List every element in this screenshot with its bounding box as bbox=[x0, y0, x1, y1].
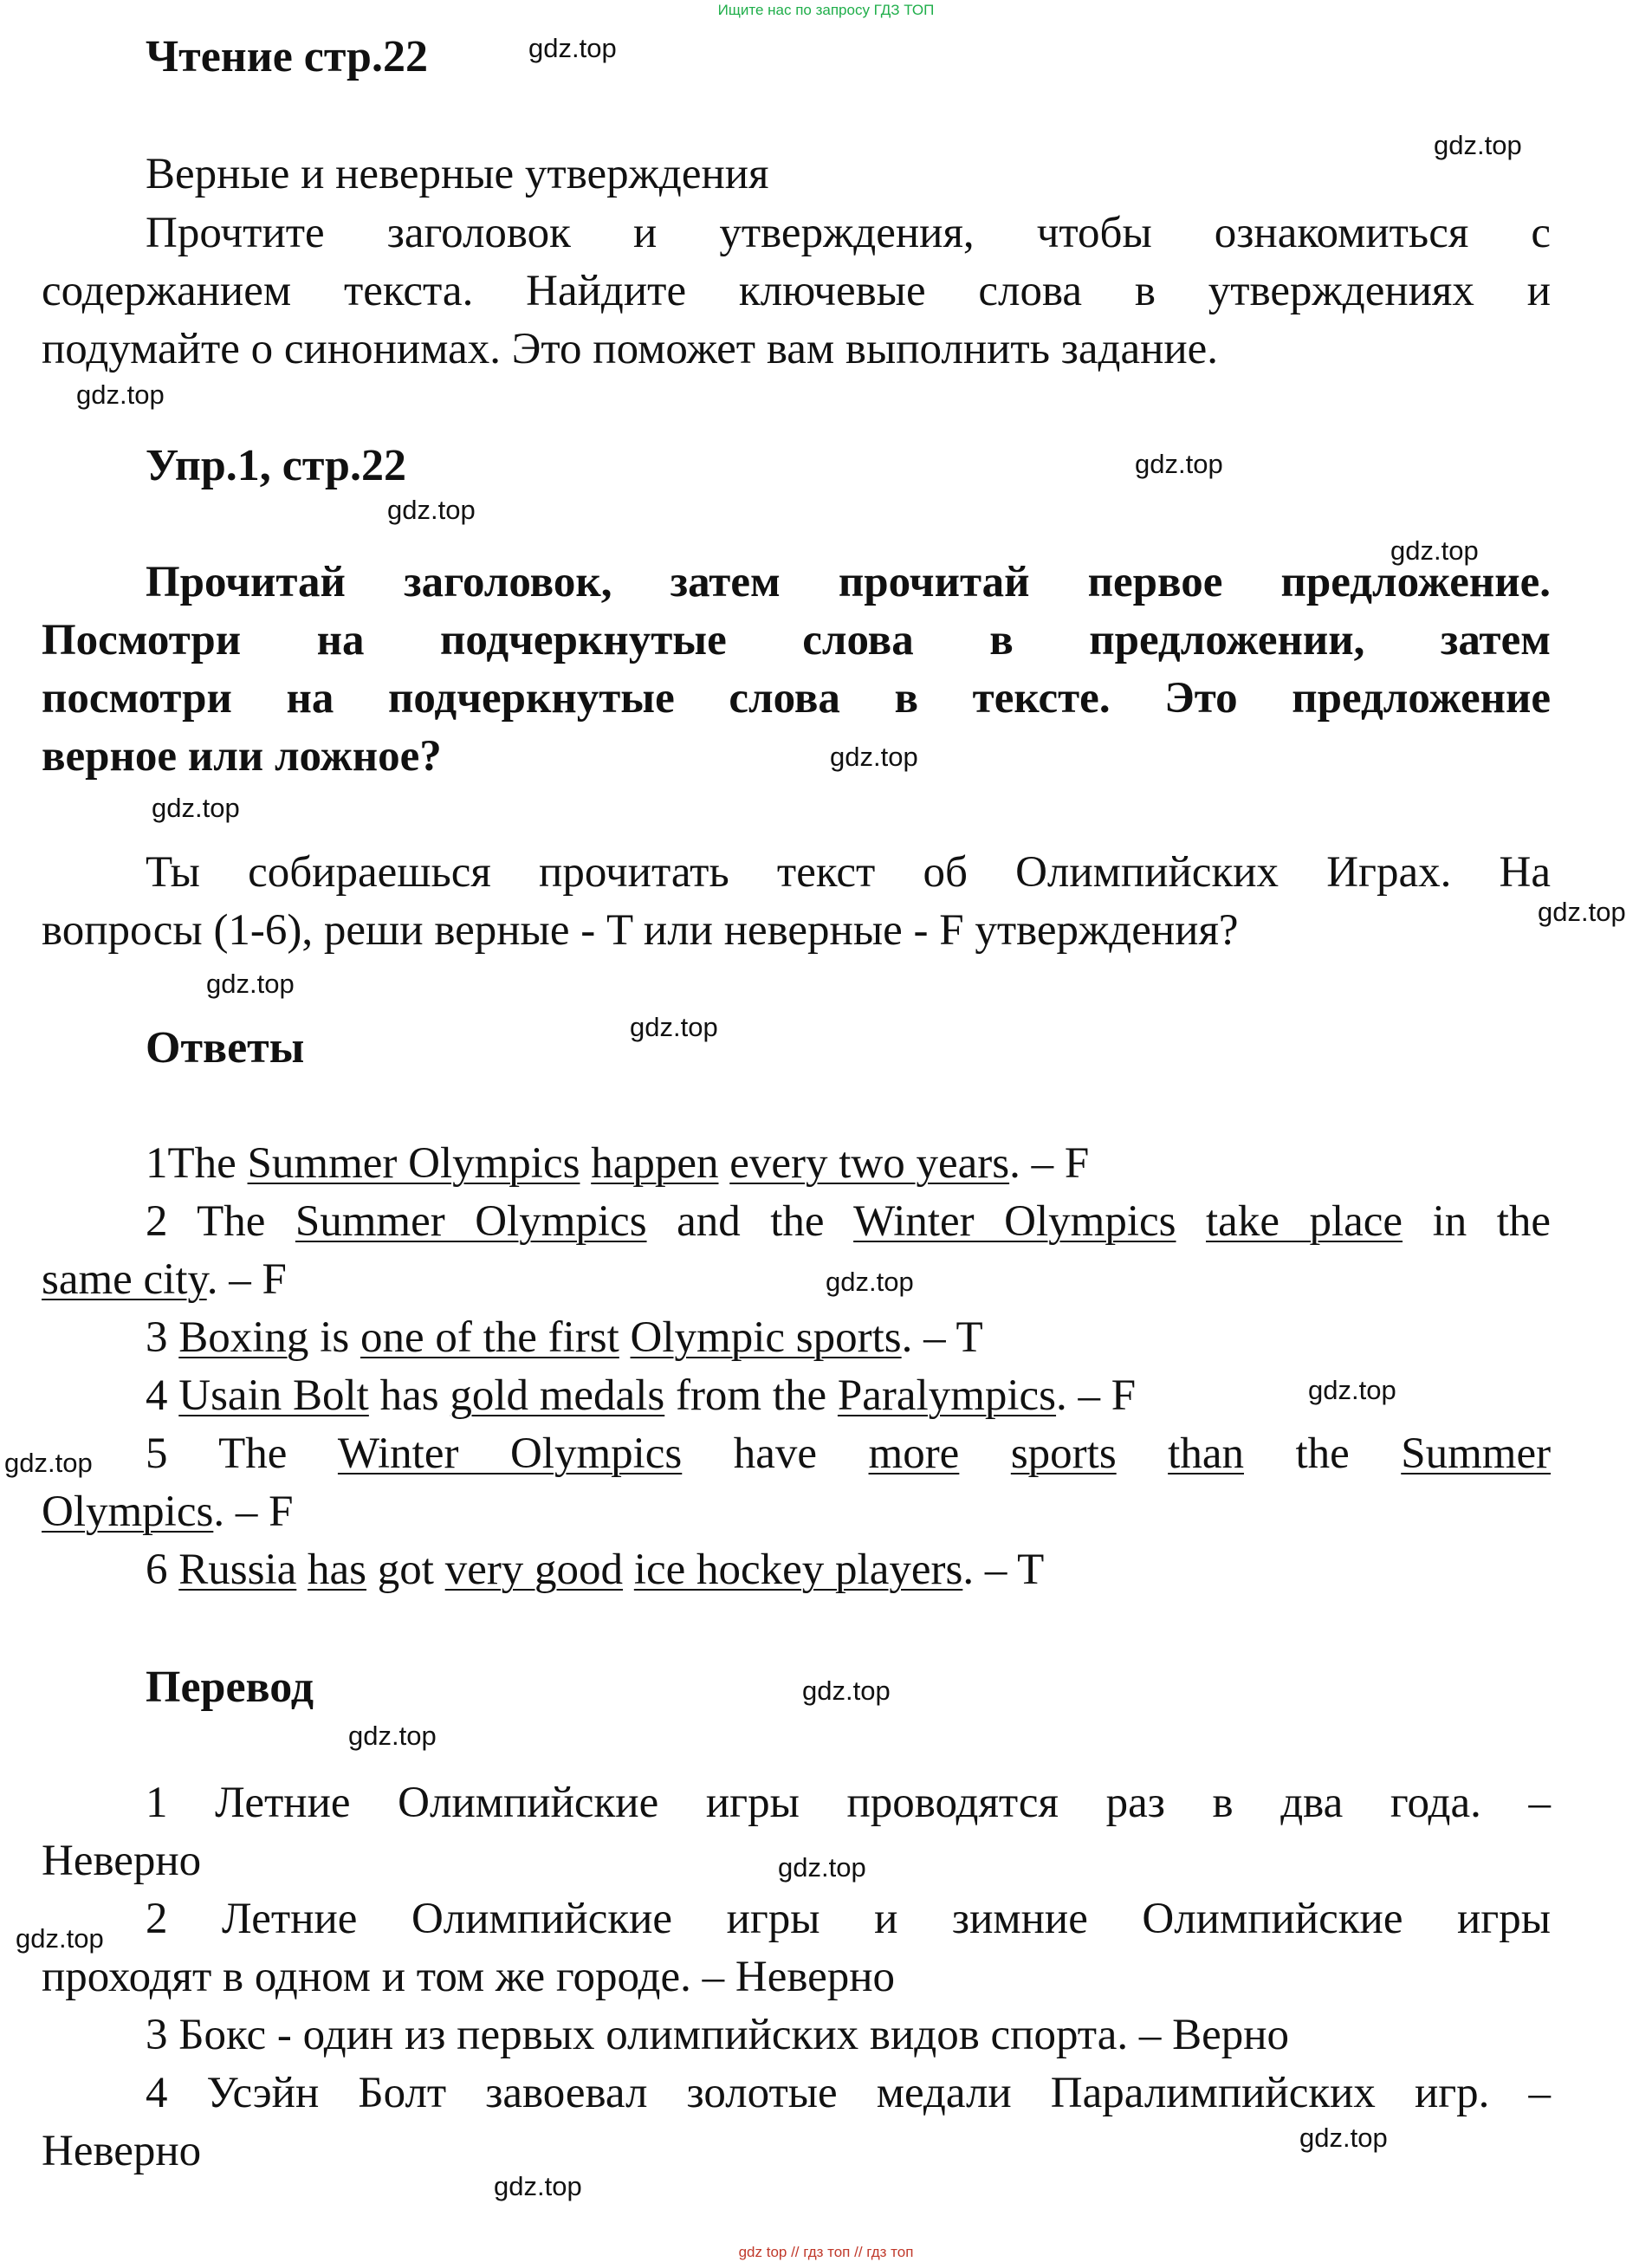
watermark: gdz.top bbox=[826, 1267, 914, 1297]
watermark: gdz.top bbox=[1299, 2123, 1388, 2153]
translation-title: Перевод bbox=[146, 1662, 314, 1712]
keyword: more bbox=[868, 1429, 960, 1478]
answer-number: 1 bbox=[146, 1139, 168, 1188]
translation-line: 3 Бокс - один из первых олимпийских видов спорта. – Верно bbox=[146, 2011, 1290, 2059]
answer-text: is bbox=[320, 1313, 350, 1362]
answer-text: The bbox=[167, 1139, 236, 1188]
answer-verdict: . – F bbox=[1009, 1139, 1090, 1188]
answer-text: got bbox=[377, 1546, 434, 1594]
answer-number: 3 bbox=[146, 1313, 168, 1362]
site-banner[interactable]: Ищите нас по запросу ГДЗ ТОП bbox=[717, 2, 935, 18]
watermark: gdz.top bbox=[830, 742, 918, 772]
watermark: gdz.top bbox=[778, 1852, 866, 1883]
exercise-question-line: Ты собираешься прочитать текст об Олимпийских Играх. На bbox=[146, 848, 1551, 897]
keyword: Paralympics bbox=[837, 1371, 1057, 1420]
translation-line: 1 Летние Олимпийские игры проводятся раз в два года. – bbox=[146, 1779, 1551, 1827]
watermark: gdz.top bbox=[1308, 1375, 1396, 1405]
watermark: gdz.top bbox=[528, 33, 617, 63]
keyword: Winter Olympics bbox=[853, 1197, 1176, 1246]
watermark: gdz.top bbox=[1434, 130, 1522, 160]
keyword: gold medals bbox=[450, 1371, 665, 1420]
keyword: has bbox=[308, 1546, 367, 1594]
answer-text: and the bbox=[677, 1197, 825, 1246]
keyword: every two years bbox=[729, 1139, 1010, 1188]
reading-paragraph-line: содержанием текста. Найдите ключевые слова в утверждениях и bbox=[42, 267, 1551, 315]
answer-line-3 bbox=[146, 1312, 1551, 1363]
keyword: Olympic sports bbox=[630, 1313, 902, 1362]
keyword: happen bbox=[591, 1139, 719, 1188]
keyword: Summer Olympics bbox=[247, 1139, 580, 1188]
keyword: one of the first bbox=[360, 1313, 619, 1362]
watermark: gdz.top bbox=[76, 379, 165, 410]
translation-line: 4 Усэйн Болт завоевал золотые медали Паралимпийских игр. – bbox=[146, 2069, 1551, 2117]
answer-line-6 bbox=[146, 1545, 1551, 1595]
keyword: Winter Olympics bbox=[337, 1429, 683, 1478]
answer-number: 5 bbox=[146, 1429, 168, 1478]
keyword: take place bbox=[1206, 1197, 1403, 1246]
watermark: gdz.top bbox=[387, 495, 476, 525]
answer-text: The bbox=[218, 1429, 288, 1478]
answer-text: have bbox=[733, 1429, 818, 1478]
answer-verdict: . – F bbox=[206, 1255, 287, 1304]
answer-line-5 bbox=[146, 1429, 1551, 1479]
keyword: ice hockey players bbox=[633, 1546, 963, 1594]
answer-text: has bbox=[379, 1371, 439, 1420]
answer-verdict: . – F bbox=[213, 1487, 294, 1536]
footer-links[interactable]: gdz top // гдз топ // гдз топ bbox=[738, 2244, 914, 2260]
watermark: gdz.top bbox=[1390, 535, 1479, 566]
answers-title: Ответы bbox=[146, 1023, 305, 1073]
answer-verdict: . – F bbox=[1056, 1371, 1137, 1420]
translation-line: Неверно bbox=[42, 2127, 202, 2175]
watermark: gdz.top bbox=[1135, 449, 1223, 479]
exercise-question-line: вопросы (1-6), реши верные - T или неверные - F утверждения? bbox=[42, 906, 1239, 955]
reading-paragraph-line: подумайте о синонимах. Это поможет вам выполнить задание. bbox=[42, 325, 1219, 373]
exercise-title: Упр.1, стр.22 bbox=[146, 441, 406, 490]
answer-verdict: . – T bbox=[962, 1546, 1045, 1594]
answer-number: 2 The bbox=[146, 1197, 266, 1246]
watermark: gdz.top bbox=[802, 1675, 891, 1706]
watermark: gdz.top bbox=[16, 1923, 104, 1954]
translation-line: 2 Летние Олимпийские игры и зимние Олимпийские игры bbox=[146, 1895, 1551, 1943]
exercise-task-line: посмотри на подчеркнутые слова в тексте. Это предложение bbox=[42, 674, 1551, 723]
answer-line-2 bbox=[146, 1196, 1551, 1247]
answer-text: from the bbox=[675, 1371, 827, 1420]
watermark: gdz.top bbox=[630, 1012, 718, 1042]
watermark: gdz.top bbox=[152, 793, 240, 823]
reading-subtitle: Верные и неверные утверждения bbox=[146, 150, 769, 198]
answer-line-5-cont bbox=[42, 1487, 1551, 1537]
keyword: Olympics bbox=[42, 1487, 214, 1536]
keyword: very good bbox=[444, 1546, 624, 1594]
reading-title: Чтение стр.22 bbox=[146, 32, 428, 81]
watermark: gdz.top bbox=[1538, 897, 1626, 927]
keyword: Summer bbox=[1401, 1429, 1552, 1478]
answer-number: 6 bbox=[146, 1546, 168, 1594]
answer-number: 4 bbox=[146, 1371, 168, 1420]
translation-line: Неверно bbox=[42, 1837, 202, 1885]
exercise-task-line: верное или ложное? bbox=[42, 732, 442, 781]
keyword: Usain Bolt bbox=[178, 1371, 369, 1420]
watermark: gdz.top bbox=[206, 969, 295, 999]
keyword: Summer Olympics bbox=[295, 1197, 647, 1246]
watermark: gdz.top bbox=[4, 1448, 93, 1478]
watermark: gdz.top bbox=[494, 2171, 582, 2201]
reading-paragraph-line: Прочтите заголовок и утверждения, чтобы ознакомиться с bbox=[146, 209, 1551, 257]
answer-line-1 bbox=[146, 1138, 1551, 1189]
exercise-task-line: Прочитай заголовок, затем прочитай первое предложение. bbox=[146, 558, 1551, 606]
keyword: same city bbox=[42, 1255, 207, 1304]
answer-line-2-cont bbox=[42, 1254, 1551, 1305]
keyword: Russia bbox=[178, 1546, 297, 1594]
answer-text: in the bbox=[1432, 1197, 1552, 1246]
answer-text: the bbox=[1295, 1429, 1350, 1478]
translation-line: проходят в одном и том же городе. – Неверно bbox=[42, 1953, 896, 2001]
watermark: gdz.top bbox=[348, 1721, 437, 1751]
exercise-task-line: Посмотри на подчеркнутые слова в предложении, затем bbox=[42, 616, 1551, 664]
keyword: sports bbox=[1010, 1429, 1117, 1478]
keyword: than bbox=[1168, 1429, 1244, 1478]
answer-verdict: . – T bbox=[901, 1313, 983, 1362]
keyword: Boxing bbox=[178, 1313, 309, 1362]
